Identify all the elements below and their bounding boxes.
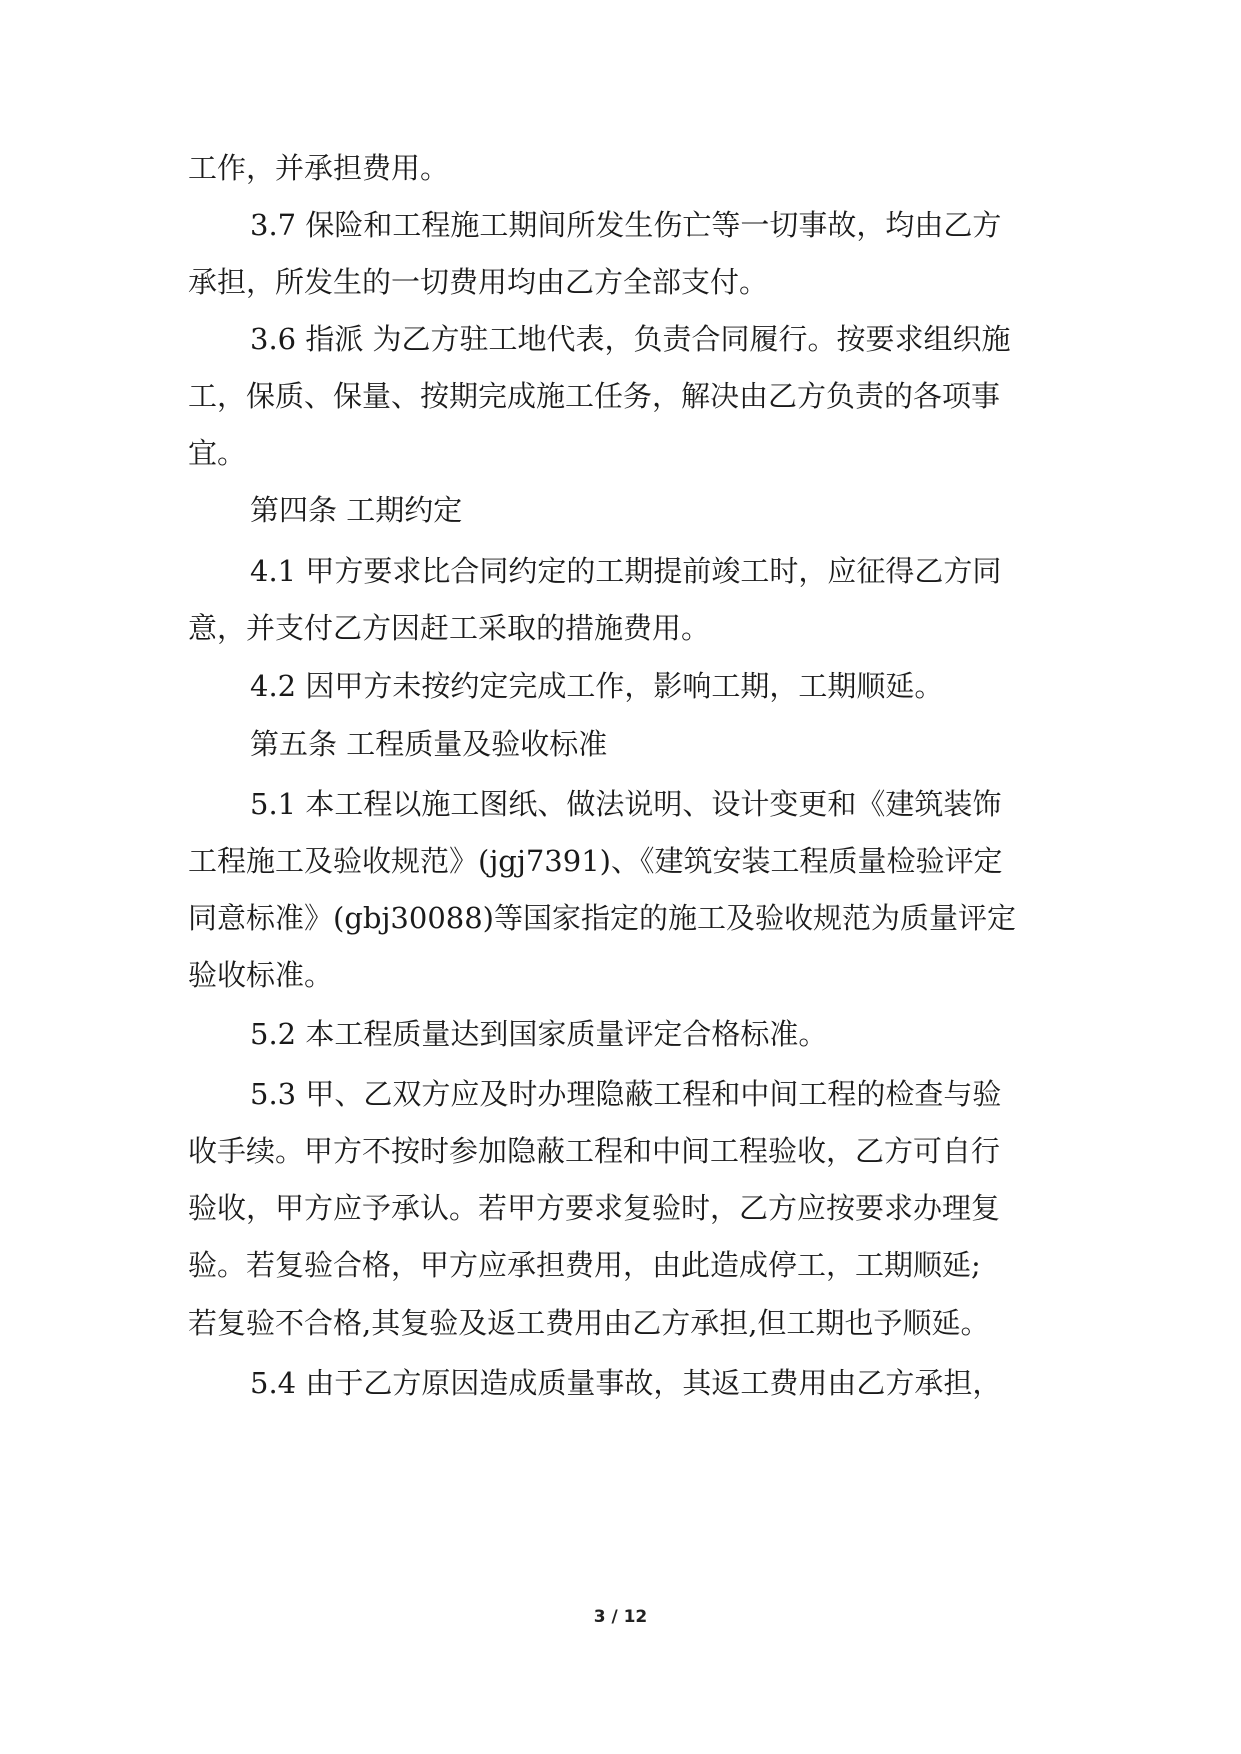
text-line: 意，并支付乙方因赶工采取的措施费用。 [188,611,711,645]
text-line: 工作，并承担费用。 [188,151,450,185]
text-line: 宜。 [188,436,247,470]
text-line: 5.4 由于乙方原因造成质量事故，其返工费用由乙方承担， [250,1366,1002,1400]
text-line: 同意标准》(gbj30088)等国家指定的施工及验收规范为质量评定 [188,901,1017,935]
section-heading: 第四条 工期约定 [250,493,463,527]
text-line: 3.6 指派 为乙方驻工地代表，负责合同履行。按要求组织施 [250,322,1011,356]
text-line: 5.2 本工程质量达到国家质量评定合格标准。 [250,1017,828,1051]
text-line: 3.7 保险和工程施工期间所发生伤亡等一切事故，均由乙方 [250,208,1002,242]
text-line: 若复验不合格,其复验及返工费用由乙方承担,但工期也予顺延。 [188,1306,990,1340]
section-heading: 第五条 工程质量及验收标准 [250,727,608,761]
text-line: 验。若复验合格，甲方应承担费用，由此造成停工，工期顺延; [188,1248,981,1282]
text-line: 5.3 甲、乙双方应及时办理隐蔽工程和中间工程的检查与验 [250,1077,1002,1111]
page-number: 3 / 12 [593,1607,648,1627]
text-line: 验收标准。 [188,958,334,992]
text-line: 工，保质、保量、按期完成施工任务，解决由乙方负责的各项事 [188,379,1001,413]
text-line: 验收，甲方应予承认。若甲方要求复验时，乙方应按要求办理复 [188,1191,1001,1225]
text-line: 收手续。甲方不按时参加隐蔽工程和中间工程验收，乙方可自行 [188,1134,1001,1168]
text-line: 工程施工及验收规范》(jgj7391)、《建筑安装工程质量检验评定 [188,844,1003,878]
text-line: 5.1 本工程以施工图纸、做法说明、设计变更和《建筑装饰 [250,787,1002,821]
text-line: 承担，所发生的一切费用均由乙方全部支付。 [188,265,769,299]
text-line: 4.2 因甲方未按约定完成工作，影响工期，工期顺延。 [250,669,944,703]
text-line: 4.1 甲方要求比合同约定的工期提前竣工时，应征得乙方同 [250,554,1002,588]
